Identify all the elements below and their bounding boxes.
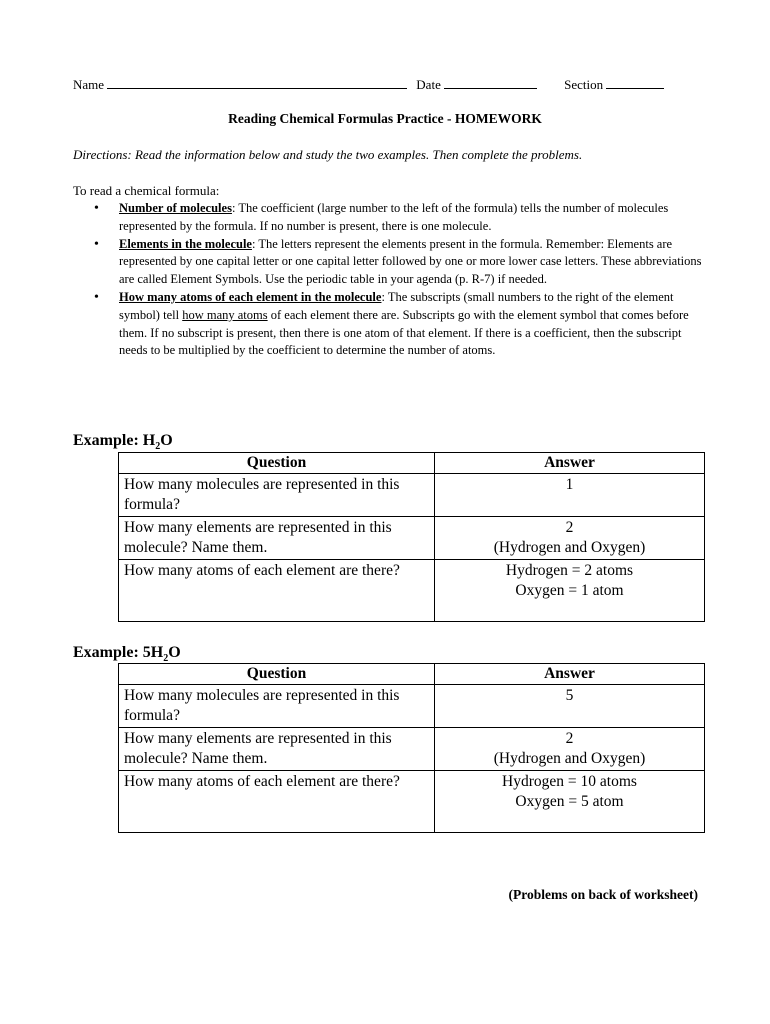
table-row — [119, 728, 705, 771]
answer-line: Oxygen = 5 atom — [515, 793, 624, 810]
list-item — [92, 200, 702, 236]
answer-line: 1 — [565, 476, 574, 493]
answer-cell — [435, 517, 705, 560]
question-cell: How many elements are represented in this molecule? Name them. — [119, 728, 435, 771]
example-2-title — [73, 644, 181, 665]
answer-cell — [435, 685, 705, 728]
bullet-text: : The coefficient (large number to the left of the formula) tells the number of molecules represented by the formula. If no number is present, there is one molecule. — [119, 201, 669, 233]
directions-text: Directions: Read the information below and study the two examples. Then complete the problems. — [73, 147, 583, 162]
example-label: Example: — [73, 432, 143, 449]
table-row — [119, 474, 705, 517]
answer-line: Oxygen = 1 atom — [515, 582, 624, 599]
formula-subscript: 2 — [155, 441, 161, 453]
answer-cell — [435, 560, 705, 622]
table-row — [119, 560, 705, 622]
question-cell: How many elements are represented in this molecule? Name them. — [119, 517, 435, 560]
example-1-table — [118, 452, 705, 622]
example-1-title — [73, 432, 173, 453]
answer-cell — [435, 474, 705, 517]
answer-line: 5 — [565, 687, 574, 704]
question-cell: How many molecules are represented in this formula? — [119, 474, 435, 517]
bullet-icon: • — [94, 236, 99, 252]
bullet-icon: • — [94, 201, 99, 216]
bullet-underlined-text: how many atoms — [182, 307, 268, 322]
table-row — [119, 771, 705, 833]
section-label: Section — [564, 77, 604, 92]
answer-line: Hydrogen = 10 atoms — [502, 773, 637, 790]
bullet-text: : The subscripts (small numbers to the right of the element symbol) tell — [119, 289, 674, 322]
formula-end: O — [160, 432, 173, 449]
answer-header: Answer — [435, 453, 705, 474]
date-blank — [444, 76, 537, 89]
formula-subscript: 2 — [163, 653, 169, 665]
answer-line: 2 — [565, 730, 574, 747]
bullet-term: How many atoms of each element in the molecule — [119, 289, 382, 304]
date-label: Date — [416, 77, 441, 92]
answer-line: Hydrogen = 2 atoms — [505, 562, 634, 579]
section-blank — [606, 76, 664, 89]
bullet-term: Elements in the molecule — [119, 236, 252, 251]
name-label: Name — [73, 77, 105, 92]
instruction-list — [92, 200, 702, 360]
question-header: Question — [119, 664, 435, 685]
footer-note: (Problems on back of worksheet) — [508, 887, 698, 902]
formula-main: 5H — [142, 644, 164, 661]
student-info-header — [73, 76, 698, 93]
answer-header: Answer — [435, 664, 705, 685]
answer-line: 2 — [565, 519, 574, 536]
question-cell: How many atoms of each element are there? — [119, 560, 435, 622]
bullet-term: Number of molecules — [119, 201, 232, 215]
bullet-text: : The letters represent the elements present in the formula. Remember: Elements are represented by one capital letter or one capital letter followed by one or more lower case letters. These abbreviations are called Element Symbols. Use the periodic table in your agenda (p. R-7) if needed. — [119, 236, 702, 287]
answer-line: (Hydrogen and Oxygen) — [493, 750, 646, 767]
page-title: Reading Chemical Formulas Practice - HOMEWORK — [228, 111, 542, 126]
example-label: Example: — [73, 644, 143, 661]
question-header: Question — [119, 453, 435, 474]
example-2-table — [118, 663, 705, 833]
bullet-icon: • — [94, 289, 99, 305]
answer-cell — [435, 771, 705, 833]
list-item — [92, 236, 702, 289]
question-cell: How many atoms of each element are there? — [119, 771, 435, 833]
answer-line: (Hydrogen and Oxygen) — [493, 539, 646, 556]
answer-cell — [435, 728, 705, 771]
formula-main: H — [142, 432, 156, 449]
intro-text: To read a chemical formula: — [73, 183, 220, 198]
name-blank — [107, 76, 407, 89]
bullet-text: of each element there are. Subscripts go with the element symbol that comes before them. If no subscript is present, then there is one atom of that element. If there is a coefficient, then the subscript needs to be multiplied by the coefficient to determine the number of atoms. — [119, 307, 689, 358]
formula-end: O — [168, 644, 181, 661]
table-row — [119, 517, 705, 560]
question-cell: How many molecules are represented in this formula? — [119, 685, 435, 728]
table-row — [119, 685, 705, 728]
list-item — [92, 289, 702, 360]
